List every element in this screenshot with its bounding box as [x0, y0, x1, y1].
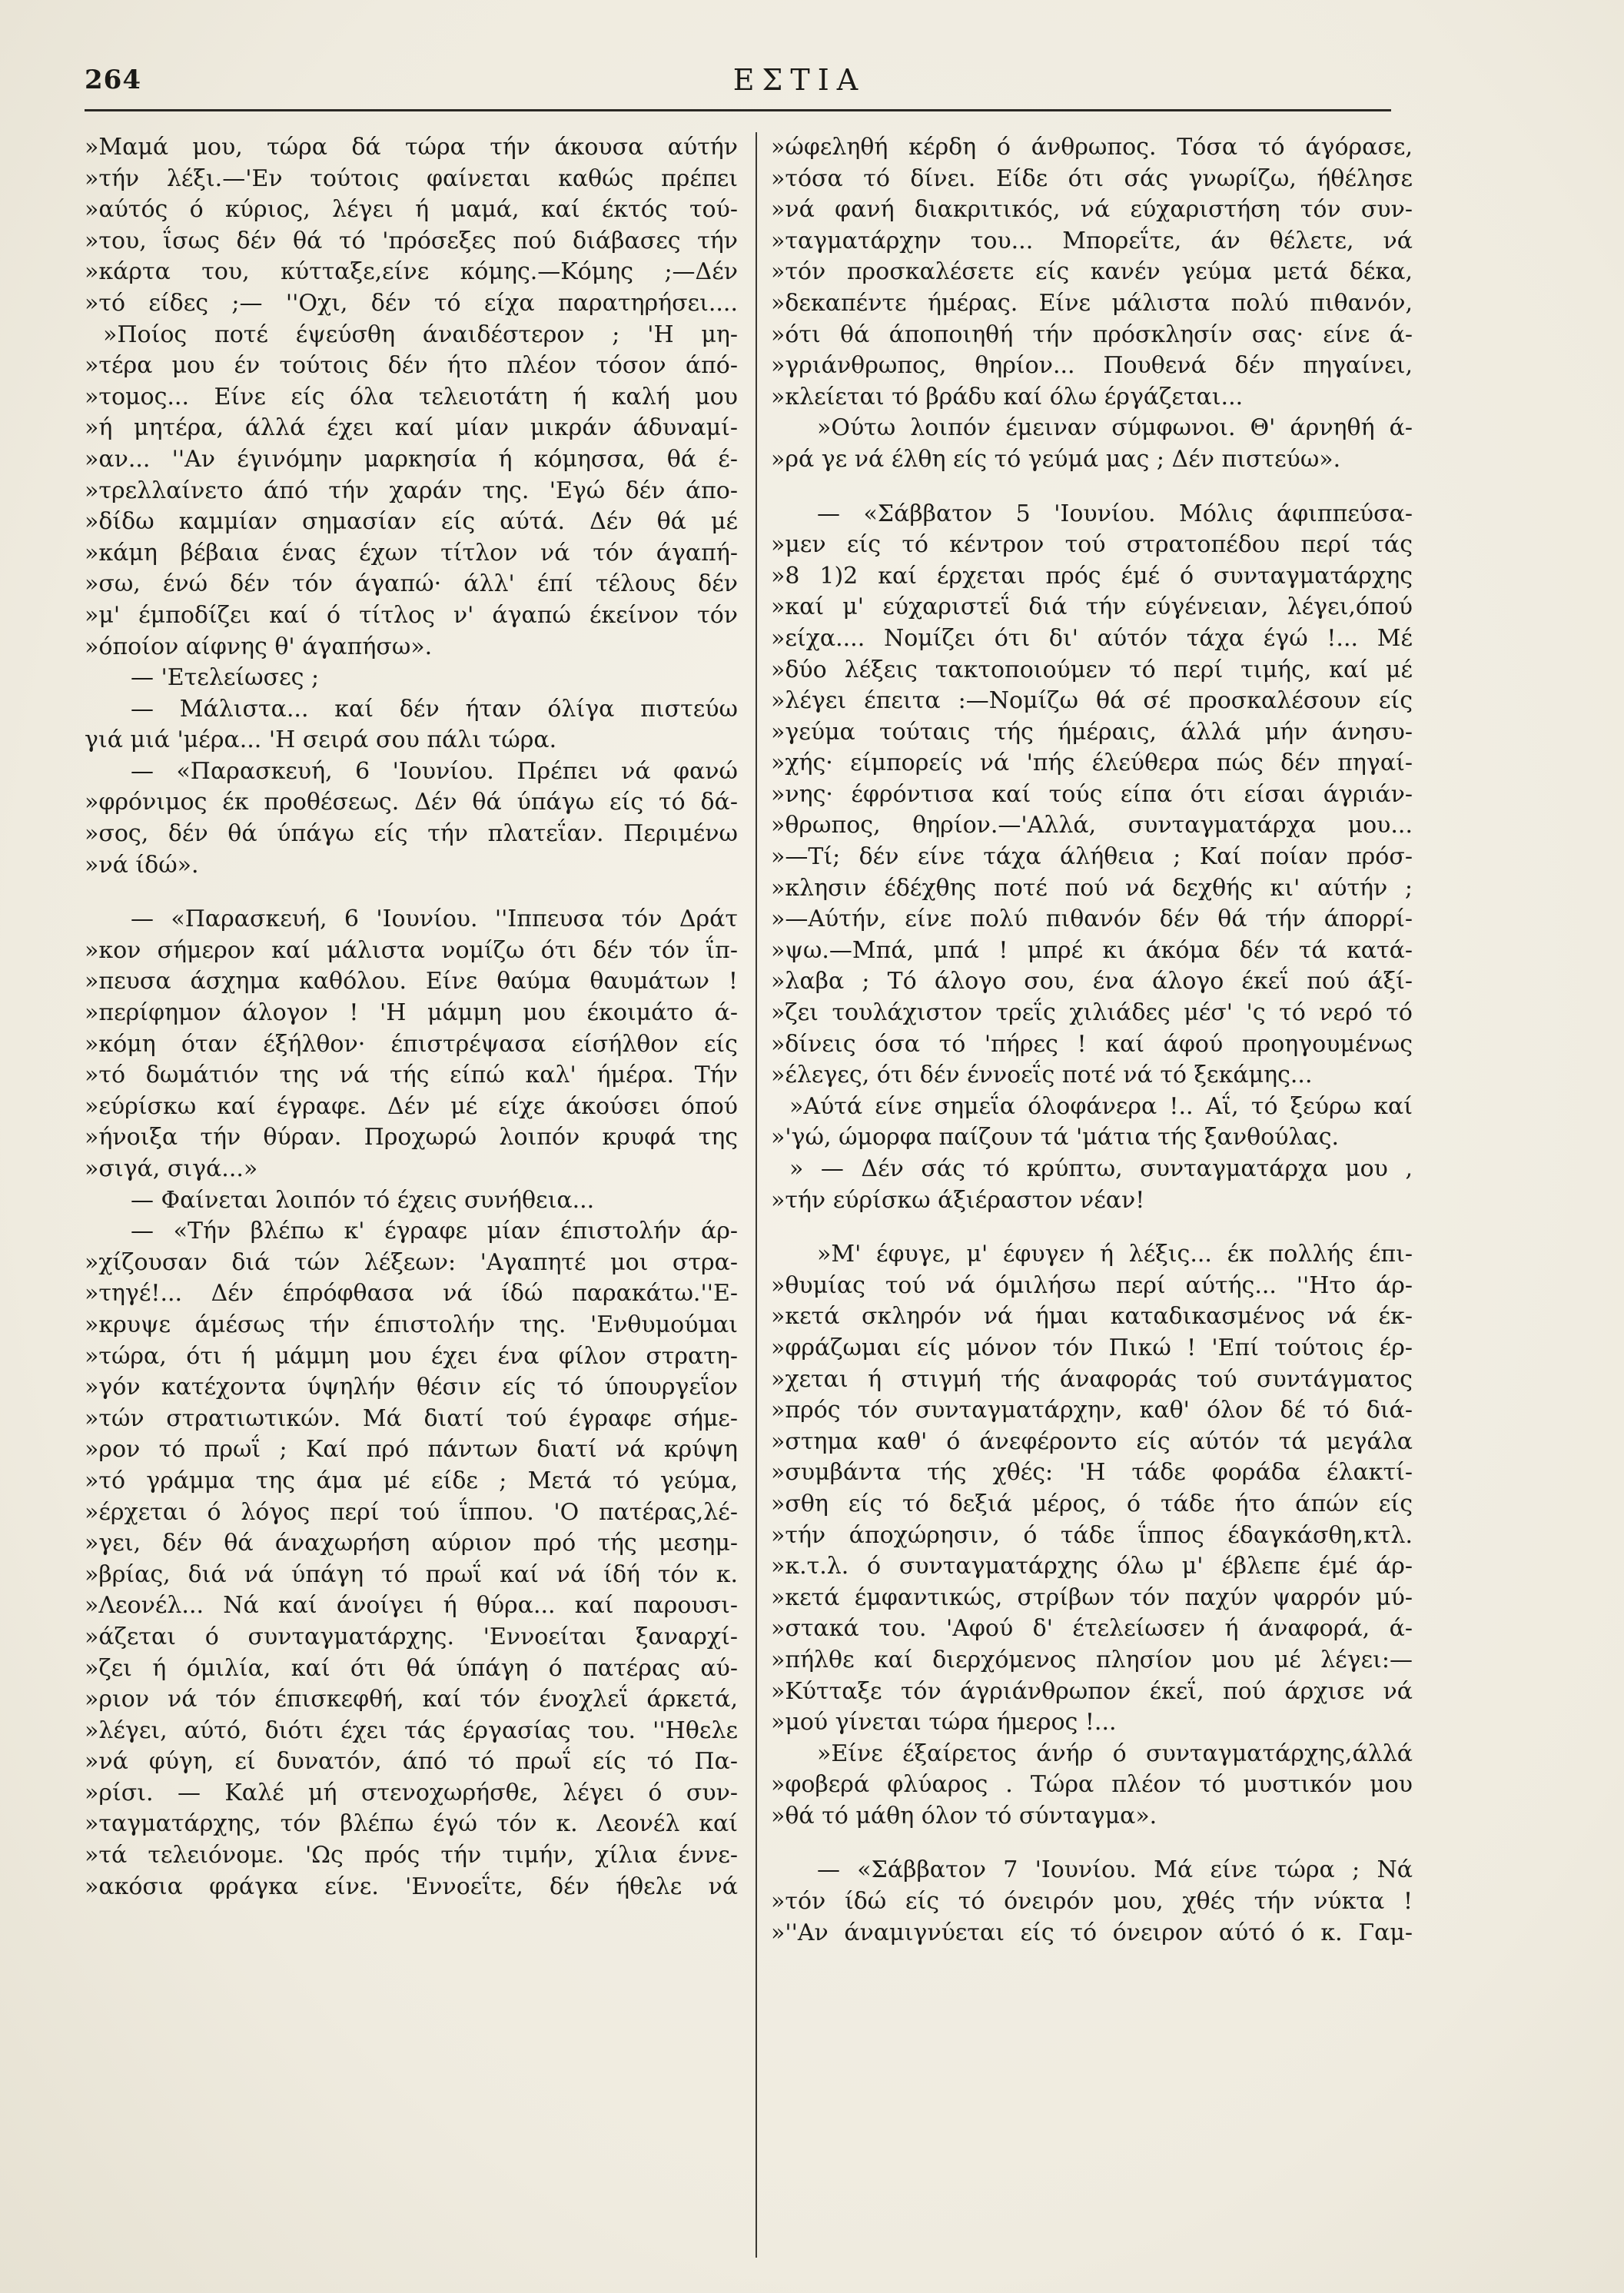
text-line: — «Σάββατον 5 'Ιουνίου. Μόλις άφιππεύσα- [817, 500, 1413, 527]
text-line: »εύρίσκω καί έγραφε. Δέν μέ είχε άκούσει όπού [85, 1092, 738, 1120]
text-line: — «Τήν βλέπω κ' έγραφε μίαν έπιστολήν άρ- [131, 1218, 738, 1245]
text-line: »τώρα, ότι ή μάμμη μου έχει ένα φίλον στρατη- [85, 1342, 738, 1370]
text-line: » — Δέν σάς τό κρύπτω, συνταγματάρχα μου , [789, 1155, 1413, 1182]
text-line: »σω, ένώ δέν τόν άγαπώ· άλλ' έπί τέλους δέν [85, 570, 738, 598]
text-line: »Κύτταξε τόν άγριάνθρωπον έκεΐ, πού άρχισε νά [771, 1677, 1413, 1705]
page-header [85, 60, 1391, 106]
text-line: »του, ΐσως δέν θά τό 'πρόσεξες πού διάβασες τήν [85, 227, 738, 254]
paragraph-gap [85, 881, 738, 904]
text-line: — 'Ετελείωσες ; [131, 664, 320, 692]
text-line: »κλησιν έδέχθης ποτέ πού νά δεχθής κι' αύτήν ; [771, 874, 1413, 902]
text-line: »φοβερά φλύαρος . Τώρα πλέον τό μυστικόν μου [771, 1771, 1413, 1799]
text-line: »μ' έμποδίζει καί ό τίτλος ν' άγαπώ έκείνον τόν [85, 601, 738, 629]
text-line: »τομος... Είνε είς όλα τελειοτάτη ή καλή μου [85, 383, 738, 410]
text-line: — Φαίνεται λοιπόν τό έχεις συνήθεια... [131, 1186, 595, 1214]
text-line: »ώφεληθή κέρδη ό άνθρωπος. Τόσα τό άγόρασε, [771, 134, 1413, 161]
text-line: »Είνε έξαίρετος άνήρ ό συνταγματάρχης,άλλά [817, 1740, 1413, 1767]
text-line: »''Αν άναμιγνύεται είς τό όνειρον αύτό ό κ. Γαμ- [771, 1919, 1413, 1946]
text-line: »ακόσια φράγκα είνε. 'Εννοεΐτε, δέν ήθελε νά [85, 1873, 738, 1900]
text-line: »νά ίδώ». [85, 851, 199, 879]
text-line: »τήν εύρίσκω άξιέραστον νέαν! [771, 1186, 1145, 1214]
text-line: »ταγματάρχης, τόν βλέπω έγώ τόν κ. Λεονέλ καί [85, 1810, 738, 1838]
text-line: »γόν κατέχοντα ύψηλήν θέσιν είς τό ύπουργεΐον [85, 1374, 738, 1401]
left-column [85, 132, 738, 1903]
text-line: »νά φανή διακριτικός, νά εύχαριστήση τόν συν- [771, 196, 1413, 224]
text-line: »τρελλαίνετο άπό τήν χαράν της. 'Εγώ δέν άπο- [85, 477, 738, 504]
right-column [771, 132, 1413, 1949]
header-rule [85, 109, 1391, 111]
running-title: ΕΣΤΙΑ [732, 63, 866, 97]
text-line: »θυμίας τού νά όμιλήσω περί αύτής... ''Ητο άρ- [771, 1271, 1413, 1299]
text-line: »άζεται ό συνταγματάρχης. 'Εννοείται ξαναρχί- [85, 1623, 738, 1650]
text-line: »στακά του. 'Αφού δ' έτελείωσεν ή άναφορά, ά- [771, 1615, 1413, 1643]
text-line: »τηγέ!... Δέν έπρόφθασα νά ίδώ παρακάτω.''Ε- [85, 1280, 738, 1308]
text-line: »κον σήμερον καί μάλιστα νομίζω ότι δέν τόν ΐπ- [85, 936, 738, 964]
text-line: »ψω.—Μπά, μπά ! μπρέ κι άκόμα δέν τά κατά- [771, 936, 1413, 964]
column-divider [756, 132, 757, 2258]
text-line: »φρόνιμος έκ προθέσεως. Δέν θά ύπάγω είς τό δά- [85, 789, 738, 816]
text-line: »τόν προσκαλέσετε είς κανέν γεύμα μετά δέκα, [771, 258, 1413, 286]
text-line: »Αύτά είνε σημεΐα όλοφάνερα !.. Αΐ, τό ξεύρω καί [789, 1092, 1413, 1120]
text-line: »νά φύγη, εί δυνατόν, άπό τό πρωΐ είς τό Πα- [85, 1748, 738, 1776]
text-line: »ζει τουλάχιστον τρεΐς χιλιάδες μέσ' 'ς τό νερό τό [771, 999, 1413, 1027]
text-line: »ρά γε νά έλθη είς τό γεύμά μας ; Δέν πιστεύω». [771, 445, 1341, 473]
text-line: — «Σάββατον 7 'Ιουνίου. Μά είνε τώρα ; Νά [817, 1856, 1413, 1884]
text-line: »έρχεται ό λόγος περί τού ΐππου. 'Ο πατέρας,λέ- [85, 1498, 738, 1526]
text-line: »αύτός ό κύριος, λέγει ή μαμά, καί έκτός τού- [85, 196, 738, 224]
text-line: — Μάλιστα... καί δέν ήταν όλίγα πιστεύω [131, 695, 738, 723]
text-line: »—Τί; δέν είνε τάχα άλήθεια ; Καί ποίαν πρόσ- [771, 843, 1413, 871]
text-line: »τών στρατιωτικών. Μά διατί τού έγραφε σήμε- [85, 1404, 738, 1432]
text-line: »περίφημον άλογον ! 'Η μάμμη μου έκοιμάτο ά- [85, 999, 738, 1027]
text-line: »Ούτω λοιπόν έμειναν σύμφωνοι. Θ' άρνηθή ά- [817, 414, 1413, 442]
text-line: »8 1)2 καί έρχεται πρός έμέ ό συνταγματάρχης [771, 562, 1413, 590]
text-line: »σθη είς τό δεξιά μέρος, ό τάδε ήτο άπών είς [771, 1490, 1413, 1517]
text-line: »συμβάντα τής χθές: 'Η τάδε φοράδα έλακτί- [771, 1459, 1413, 1487]
text-line: »γριάνθρωπος, θηρίον... Πουθενά δέν πηγαίνει, [771, 352, 1413, 380]
text-line: — «Παρασκευή, 6 'Ιουνίου. ''Ιππευσα τόν Δράτ [131, 906, 738, 933]
text-line: »ήνοιξα τήν θύραν. Προχωρώ λοιπόν κρυφά της [85, 1124, 738, 1151]
text-line: »δίδω καμμίαν σημασίαν είς αύτά. Δέν θά μέ [85, 508, 738, 536]
text-line: »μού γίνεται τώρα ήμερος !... [771, 1709, 1117, 1736]
text-line: »τά τελειόνομε. 'Ως πρός τήν τιμήν, χίλια έννε- [85, 1842, 738, 1869]
text-line: »τόσα τό δίνει. Είδε ότι σάς γνωρίζω, ήθέλησε [771, 164, 1413, 192]
text-line: »δίνεις όσα τό 'πήρες ! καί άφού προηγουμένως [771, 1030, 1413, 1058]
text-line: »ταγματάρχην του... Μπορεΐτε, άν θέλετε, νά [771, 227, 1413, 254]
text-line: »τόν ίδώ είς τό όνειρόν μου, χθές τήν νύκτα ! [771, 1888, 1413, 1916]
text-line: »τήν άποχώρησιν, ό τάδε ΐππος έδαγκάσθη,κτλ. [771, 1521, 1413, 1549]
text-line: »νης· έφρόντισα καί τούς είπα ότι είσαι άγριάν- [771, 780, 1413, 808]
text-line: »λέγει, αύτό, διότι έχει τάς έργασίας του. ''Ηθελε [85, 1716, 738, 1744]
text-line: »βρίας, διά νά ύπάγη τό πρωΐ καί νά ίδή τόν κ. [85, 1560, 738, 1588]
text-line: »σος, δέν θά ύπάγω είς τήν πλατεΐαν. Περιμένω [85, 820, 738, 848]
text-line: »χεται ή στιγμή τής άναφοράς τού συντάγματος [771, 1365, 1413, 1393]
text-line: »τό γράμμα της άμα μέ είδε ; Μετά τό γεύμα, [85, 1467, 738, 1494]
paragraph-gap [771, 476, 1413, 499]
text-line: »καί μ' εύχαριστεΐ διά τήν εύγένειαν, λέγει,όπού [771, 593, 1413, 621]
text-line: »πευσα άσχημα καθόλου. Είνε θαύμα θαυμάτων ! [85, 968, 738, 995]
text-line: »ριον νά τόν έπισκεφθή, καί τόν ένοχλεΐ άρκετά, [85, 1686, 738, 1713]
text-line: »φράζωμαι είς μόνον τόν Πικώ ! 'Επί τούτοις έρ- [771, 1334, 1413, 1361]
text-line: γιά μιά 'μέρα... 'Η σειρά σου πάλι τώρα. [85, 726, 557, 754]
text-line: »τό είδες ;— ''Οχι, δέν τό είχα παρατηρήσει.... [85, 289, 738, 317]
text-line: »στημα καθ' ό άνεφέροντο είς αύτόν τά μεγάλα [771, 1427, 1413, 1455]
text-line: »χίζουσαν διά τών λέξεων: 'Αγαπητέ μοι στρα- [85, 1248, 738, 1276]
text-line: »τέρα μου έν τούτοις δέν ήτο πλέον τόσον άπό- [85, 352, 738, 380]
text-line: »ρον τό πρωΐ ; Καί πρό πάντων διατί νά κρύψη [85, 1436, 738, 1464]
text-line: »έλεγες, ότι δέν έννοεΐς ποτέ νά τό ξεκάμης... [771, 1062, 1313, 1089]
text-line: »θρωπος, θηρίον.—'Αλλά, συνταγματάρχα μου... [771, 812, 1413, 839]
text-line: »κ.τ.λ. ό συνταγματάρχης όλω μ' έβλεπε έμέ άρ- [771, 1553, 1413, 1580]
text-line: »ή μητέρα, άλλά έχει καί μίαν μικράν άδυναμί- [85, 414, 738, 442]
text-line: »ρίσι. — Καλέ μή στενοχωρήσθε, λέγει ό συν- [85, 1779, 738, 1806]
text-line: »δύο λέξεις τακτοποιούμεν τό περί τιμής, καί μέ [771, 656, 1413, 683]
text-line: »κλείεται τό βράδυ καί όλω έργάζεται... [771, 383, 1244, 410]
text-line: »χής· είμπορείς νά 'πής έλεύθερα πώς δέν πηγαί- [771, 749, 1413, 777]
text-line: »Μαμά μου, τώρα δά τώρα τήν άκουσα αύτήν [85, 134, 738, 161]
text-line: »τήν λέξι.—'Εν τούτοις φαίνεται καθώς πρέπει [85, 164, 738, 192]
text-line: »Λεονέλ... Νά καί άνοίγει ή θύρα... καί παρουσι- [85, 1592, 738, 1620]
text-line: »τό δωμάτιόν της νά τής είπώ καλ' ήμέρα. Τήν [85, 1062, 738, 1089]
text-line: »ότι θά άποποιηθή τήν πρόσκλησίν σας· είνε ά- [771, 321, 1413, 348]
text-line: — «Παρασκευή, 6 'Ιουνίου. Πρέπει νά φανώ [131, 757, 738, 785]
text-line: »Μ' έφυγε, μ' έφυγεν ή λέξις... έκ πολλής έπι- [817, 1241, 1413, 1268]
text-line: »γεύμα τούταις τής ήμέραις, άλλά μήν άνησυ- [771, 718, 1413, 746]
text-line: »κόμη όταν έξήλθον· έπιστρέψασα είσήλθον είς [85, 1030, 738, 1058]
text-line: »—Αύτήν, είνε πολύ πιθανόν δέν θά τήν άπορρί- [771, 906, 1413, 933]
text-line: »είχα.... Νομίζει ότι δι' αύτόν τάχα έγώ !... Μέ [771, 624, 1413, 652]
text-line: »πήλθε καί διερχόμενος πλησίον μου μέ λέγει:— [771, 1646, 1413, 1673]
paragraph-gap [771, 1216, 1413, 1239]
text-line: »κετά σκληρόν νά ήμαι καταδικασμένος νά έκ- [771, 1303, 1413, 1331]
text-line: »μεν είς τό κέντρον τού στρατοπέδου περί τάς [771, 531, 1413, 559]
text-line: »αν... ''Αν έγινόμην μαρκησία ή κόμησσα, θά έ- [85, 445, 738, 473]
text-line: »Ποίος ποτέ έψεύσθη άναιδέστερον ; 'Η μη- [103, 321, 738, 348]
text-line: »κάρτα του, κύτταξε,είνε κόμης.—Κόμης ;—Δέν [85, 258, 738, 286]
text-line: »δεκαπέντε ήμέρας. Είνε μάλιστα πολύ πιθανόν, [771, 289, 1413, 317]
text-line: »γει, δέν θά άναχωρήση αύριον πρό τής μεσημ- [85, 1530, 738, 1557]
text-line: »'γώ, ώμορφα παίζουν τά 'μάτια τής ξανθούλας. [771, 1124, 1340, 1151]
text-line: »πρός τόν συνταγματάρχην, καθ' όλον δέ τό διά- [771, 1397, 1413, 1424]
paragraph-gap [771, 1832, 1413, 1855]
text-line: »θά τό μάθη όλον τό σύνταγμα». [771, 1802, 1157, 1829]
text-line: »κάμη βέβαια ένας έχων τίτλον νά τόν άγαπή- [85, 539, 738, 567]
text-line: »κρυψε άμέσως τήν έπιστολήν της. 'Ενθυμούμαι [85, 1311, 738, 1338]
text-line: »λέγει έπειτα :—Νομίζω θά σέ προσκαλέσουν είς [771, 687, 1413, 715]
text-line: »ζει ή όμιλία, καί ότι θά ύπάγη ό πατέρας αύ- [85, 1654, 738, 1682]
page-number: 264 [85, 65, 141, 95]
text-line: »όποίον αίφνης θ' άγαπήσω». [85, 633, 433, 660]
text-line: »λαβα ; Τό άλογο σου, ένα άλογο έκεΐ πού άξί- [771, 968, 1413, 995]
text-line: »κετά έμφαντικώς, στρίβων τόν παχύν ψαρρόν μύ- [771, 1583, 1413, 1611]
text-line: »σιγά, σιγά...» [85, 1155, 258, 1182]
